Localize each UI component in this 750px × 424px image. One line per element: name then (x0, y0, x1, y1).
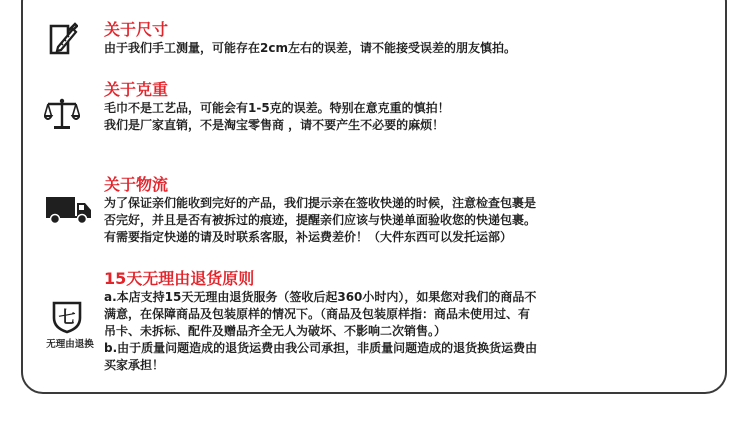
logistics-line: 有需要指定快递的请及时联系客服，补运费差价！（大件东西可以发托运部） (104, 230, 513, 244)
scale-icon (44, 97, 80, 131)
refund-icon-caption: 无理由退换 (46, 339, 94, 350)
size-title: 关于尺寸 (104, 20, 169, 39)
logistics-title: 关于物流 (104, 175, 169, 194)
weight-line: 毛巾不是工艺品，可能会有1-5克的误差。特别在意克重的慎拍！ (104, 101, 450, 115)
weight-text (104, 100, 450, 134)
seven-day-return-shield-icon (52, 300, 82, 334)
refund-title: 15天无理由退货原则 (104, 269, 255, 288)
refund-line: 吊卡、未拆标、配件及赠品齐全无人为破坏、不影响二次销售。） (104, 324, 447, 338)
delivery-truck-icon (46, 195, 92, 225)
weight-title: 关于克重 (104, 80, 169, 99)
logistics-line: 为了保证亲们能收到完好的产品，我们提示亲在签收快递的时候，注意检查包裹是 (104, 196, 537, 210)
size-line: 由于我们手工测量，可能存在2cm左右的误差，请不能接受误差的朋友慎拍。 (104, 41, 516, 55)
weight-line: 我们是厂家直销，不是淘宝零售商 ，请不要产生不必要的麻烦！ (104, 118, 445, 132)
refund-text (104, 289, 537, 374)
logistics-text (104, 195, 536, 246)
refund-line: 买家承担！ (104, 358, 165, 372)
refund-line: a.本店支持15天无理由退货服务（签收后起360小时内），如果您对我们的商品不 (104, 290, 537, 304)
logistics-line: 否完好，并且是否有被拆过的痕迹，提醒亲们应该与快递单面验收您的快递包裹。 (104, 213, 537, 227)
ruler-pencil-icon (48, 20, 78, 56)
refund-line: b.由于质量问题造成的退货运费由我公司承担，非质量问题造成的退货换货运费由 (104, 341, 538, 355)
refund-line: 满意，在保障商品及包装原样的情况下。（商品及包装原样指：商品未使用过、有 (104, 307, 531, 321)
size-text (104, 40, 516, 57)
shield-glyph: 七 (58, 308, 76, 328)
